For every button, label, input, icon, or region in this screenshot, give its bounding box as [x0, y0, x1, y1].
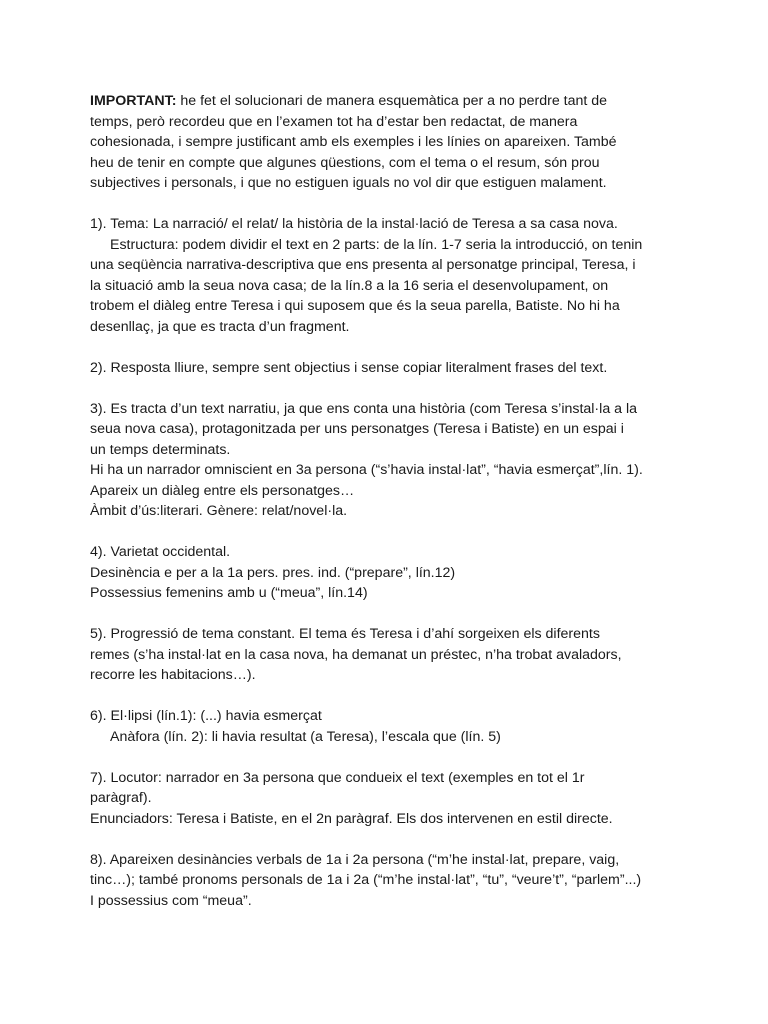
answer-1 — [90, 214, 690, 337]
answer-line: 8). Apareixen desinàncies verbals de 1a i 2a persona (“m’he instal·lat, prepare, vaig, — [90, 851, 620, 868]
answer-line: Hi ha un narrador omniscient en 3a persona (“s’havia instal·lat”, “havia esmerçat”,lín. 1). — [90, 462, 643, 478]
answer-line: 5). Progressió de tema constant. El tema és Teresa i d’ahí sorgeixen els diferents — [90, 626, 600, 642]
intro-line — [90, 91, 690, 112]
answer-line: remes (s’ha instal·lat en la casa nova, ha demanat un préstec, n’ha trobat avaladors, — [90, 646, 622, 663]
answer-line: Àmbit d’ús:literari. Gènere: relat/novel·la. — [90, 503, 348, 519]
answer-line: Possessius femenins amb u (“meua”, lín.14) — [90, 585, 368, 601]
answer-line: recorre les habitacions…). — [90, 667, 256, 683]
important-label: IMPORTANT: — [90, 93, 177, 109]
answer-3 — [90, 399, 690, 522]
intro-line: heu de tenir en compte que algunes qüestions, com el tema o el resum, són prou — [90, 154, 600, 171]
answer-line: trobem el diàleg entre Teresa i qui suposem que és la seua parella, Batiste. No hi ha — [90, 298, 620, 314]
answer-line: I possessius com “meua”. — [90, 892, 252, 909]
intro-line: temps, però recordeu que en l’examen tot ha d’estar ben redactat, de manera — [90, 113, 578, 130]
answer-7 — [90, 768, 690, 830]
answer-line: 6). El·lipsi (lín.1): (...) havia esmerçat — [90, 708, 322, 724]
answer-line: una seqüència narrativa-descriptiva que ens presenta al personatge principal, Teresa, i — [90, 257, 636, 273]
answer-line: 2). Resposta lliure, sempre sent objectius i sense copiar literalment frases del text. — [90, 359, 608, 376]
answer-line: Anàfora (lín. 2): li havia resultat (a Teresa), l’escala que (lín. 5) — [110, 728, 501, 745]
intro-paragraph — [90, 91, 690, 194]
answer-2 — [90, 358, 690, 379]
answer-line: Enunciadors: Teresa i Batiste, en el 2n paràgraf. Els dos intervenen en estil directe. — [90, 810, 613, 827]
answer-6 — [90, 706, 690, 747]
answer-line: la situació amb la seua nova casa; de la lín.8 a la 16 seria el desenvolupament, on — [90, 277, 609, 294]
answer-line: Apareix un diàleg entre els personatges… — [90, 482, 355, 499]
answer-line: tinc…); també pronoms personals de 1a i 2a (“m’he instal·lat”, “tu”, “veure’t”, “parlem”...) — [90, 872, 642, 888]
answer-line: desenllaç, ja que es tracta d’un fragment. — [90, 318, 350, 335]
answer-5 — [90, 624, 690, 686]
answer-8 — [90, 850, 690, 912]
answer-line: Desinència e per a la 1a pers. pres. ind. (“prepare”, lín.12) — [90, 564, 456, 581]
intro-line-text: he fet el solucionari de manera esquemàtica per a no perdre tant de — [176, 93, 608, 109]
answer-line: Estructura: podem dividir el text en 2 parts: de la lín. 1-7 seria la introducció, on tenin — [110, 236, 643, 253]
answer-line: un temps determinats. — [90, 441, 231, 458]
answer-line: seua nova casa), protagonitzada per uns personatges (Teresa i Batiste) en un espai i — [90, 421, 624, 437]
intro-line: subjectives i personals, i que no estiguen iguals no vol dir que estiguen malament. — [90, 175, 607, 191]
answer-line: 1). Tema: La narració/ el relat/ la història de la instal·lació de Teresa a sa casa nova. — [90, 216, 618, 232]
answer-line: paràgraf). — [90, 790, 152, 806]
answer-line: 3). Es tracta d’un text narratiu, ja que ens conta una història (com Teresa s’instal·la a la — [90, 400, 638, 417]
document-page — [90, 91, 690, 932]
answer-line: 4). Varietat occidental. — [90, 544, 231, 560]
answer-4 — [90, 542, 690, 604]
answer-line: 7). Locutor: narrador en 3a persona que condueix el text (exemples en tot el 1r — [90, 769, 585, 786]
intro-line: cohesionada, i sempre justificant amb els exemples i les línies on apareixen. També — [90, 134, 617, 150]
